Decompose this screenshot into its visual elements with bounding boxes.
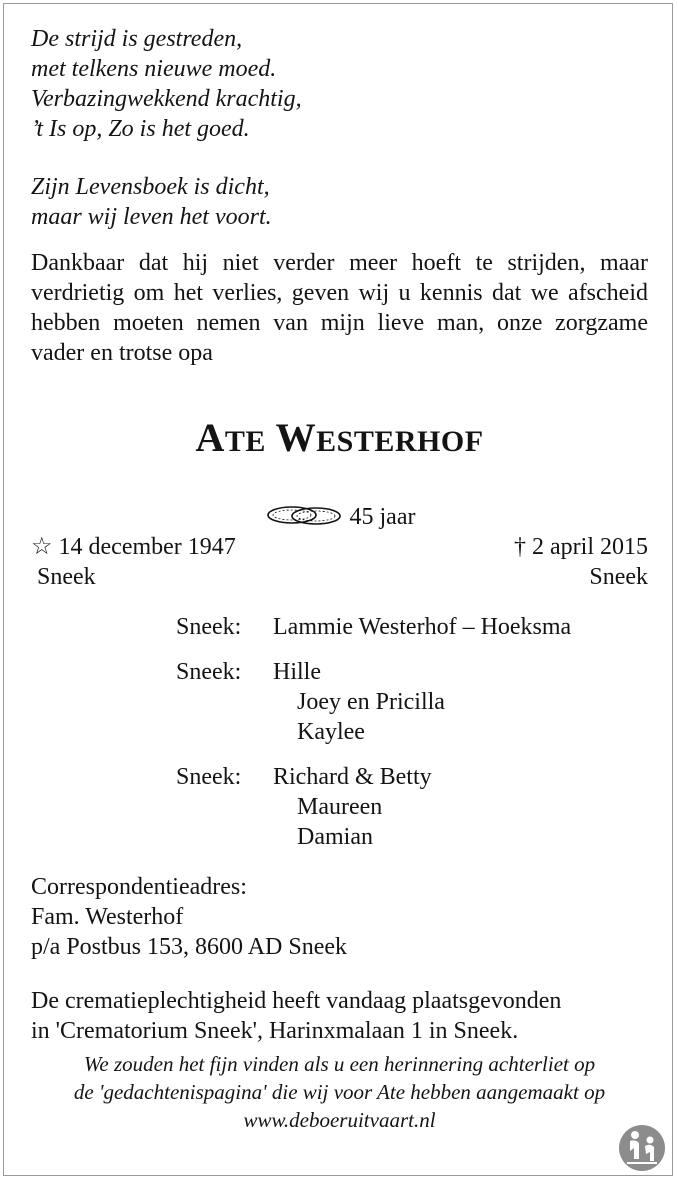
poem-line: met telkens nieuwe moed. [31, 56, 277, 82]
death-date: 2 april 2015 [532, 534, 648, 560]
family-child: Damian [297, 824, 373, 850]
family-group [176, 657, 648, 747]
correspondence-name: Fam. Westerhof [31, 904, 184, 930]
correspondence-postal: p/a Postbus 153, 8600 AD Sneek [31, 934, 348, 960]
cremation-notice [31, 986, 648, 1046]
family-city: Sneek: [176, 764, 242, 790]
death-place: Sneek [589, 564, 648, 590]
poem-line: De strijd is gestreden, [31, 26, 243, 52]
life-dates [31, 532, 648, 592]
family-list [176, 612, 648, 852]
first-name-rest: TE [224, 425, 266, 458]
family-group [176, 612, 648, 642]
marriage-duration [31, 502, 648, 532]
poem-line: Verbazingwekkend krachtig, [31, 86, 302, 112]
family-city: Sneek: [176, 614, 242, 640]
cremation-line: De crematieplechtigheid heeft vandaag plaatsgevonden [31, 988, 562, 1014]
family-child: Joey en Pricilla [297, 689, 445, 715]
family-member: Richard & Betty [273, 764, 432, 790]
birth-place: Sneek [37, 564, 96, 590]
family-group [176, 762, 648, 852]
last-name-rest: ESTERHOF [316, 425, 484, 458]
poem-line: ’t Is op, Zo is het goed. [31, 116, 250, 142]
death-info [514, 532, 648, 592]
last-name-initial: W [275, 415, 317, 460]
family-member: Lammie Westerhof – Hoeksma [273, 614, 572, 640]
family-child: Maureen [297, 794, 383, 820]
poem-line: maar wij leven het voort. [31, 204, 272, 230]
family-city: Sneek: [176, 659, 242, 685]
wedding-rings-icon [264, 502, 344, 528]
poem [31, 24, 648, 232]
closing-note [31, 1050, 648, 1134]
funeral-home-logo-icon [617, 1121, 667, 1173]
birth-info [31, 532, 236, 592]
announcement-content [31, 24, 648, 1134]
marriage-years: 45 jaar [349, 504, 416, 530]
closing-line: We zouden het fijn vinden als u een herinnering achterliet op [83, 1052, 596, 1076]
correspondence-address [31, 872, 648, 962]
birth-star-icon: ☆ [31, 534, 53, 560]
deceased-name [31, 414, 648, 466]
intro-paragraph: Dankbaar dat hij niet verder meer hoeft te strijden, maar verdrietig om het verlies, geven wij u kennis dat we afscheid hebben moeten nemen van mijn lieve man, onze zorgzame vader en trotse opa [31, 250, 648, 366]
website-link[interactable]: www.deboeruitvaart.nl [243, 1108, 436, 1132]
first-name-initial: A [195, 415, 225, 460]
correspondence-label: Correspondentieadres: [31, 874, 247, 900]
birth-date: 14 december 1947 [58, 534, 236, 560]
family-child: Kaylee [297, 719, 365, 745]
death-cross-icon: † [514, 534, 527, 560]
family-member: Hille [273, 659, 321, 685]
cremation-line: in 'Crematorium Sneek', Harinxmalaan 1 in Sneek. [31, 1018, 519, 1044]
closing-line: de 'gedachtenispagina' die wij voor Ate hebben aangemaakt op [73, 1080, 606, 1104]
poem-line: Zijn Levensboek is dicht, [31, 174, 270, 200]
